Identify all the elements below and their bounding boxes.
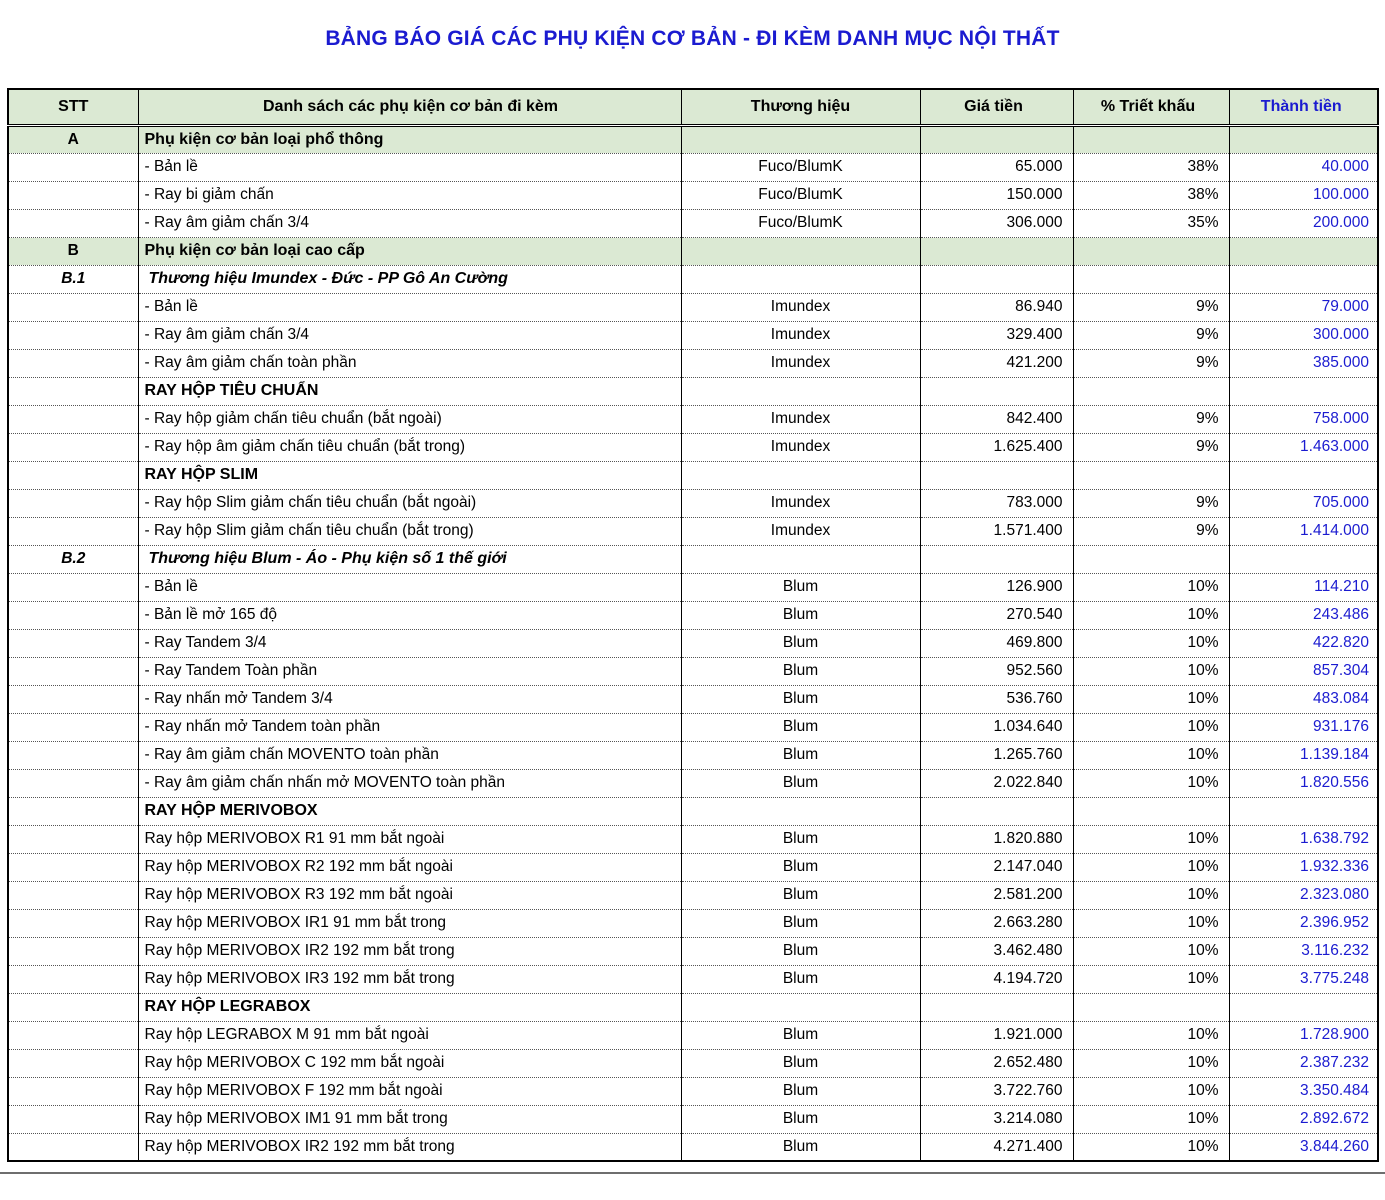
cell-discount: 10% (1073, 629, 1229, 657)
cell-total (1229, 797, 1378, 825)
cell-price (920, 545, 1073, 573)
cell-price: 329.400 (920, 321, 1073, 349)
cell-discount (1073, 797, 1229, 825)
cell-total: 40.000 (1229, 153, 1378, 181)
table-row (8, 601, 1378, 629)
cell-brand: Imundex (681, 349, 920, 377)
cell-total: 758.000 (1229, 405, 1378, 433)
cell-price: 4.271.400 (920, 1133, 1073, 1161)
cell-discount: 10% (1073, 1105, 1229, 1133)
cell-name: - Ray nhấn mở Tandem toàn phần (138, 713, 681, 741)
cell-price: 1.571.400 (920, 517, 1073, 545)
cell-brand: Imundex (681, 293, 920, 321)
table-row (8, 685, 1378, 713)
cell-total: 3.775.248 (1229, 965, 1378, 993)
cell-stt (8, 797, 138, 825)
cell-stt (8, 1105, 138, 1133)
column-header-brand: Thương hiệu (681, 89, 920, 125)
cell-total (1229, 377, 1378, 405)
cell-discount: 10% (1073, 1133, 1229, 1161)
cell-name: - Bản lề (138, 573, 681, 601)
cell-discount: 9% (1073, 293, 1229, 321)
table-row (8, 573, 1378, 601)
cell-total: 2.892.672 (1229, 1105, 1378, 1133)
table-row (8, 125, 1378, 153)
cell-total: 2.323.080 (1229, 881, 1378, 909)
cell-discount (1073, 377, 1229, 405)
table-row (8, 713, 1378, 741)
table-row (8, 265, 1378, 293)
cell-name: - Ray âm giảm chấn 3/4 (138, 209, 681, 237)
cell-name: Thương hiệu Imundex - Đức - PP Gô An Cường (138, 265, 681, 293)
table-row (8, 517, 1378, 545)
cell-total: 705.000 (1229, 489, 1378, 517)
cell-discount: 10% (1073, 1049, 1229, 1077)
price-table (7, 88, 1379, 1162)
cell-stt (8, 573, 138, 601)
table-row (8, 881, 1378, 909)
table-row (8, 937, 1378, 965)
cell-total: 300.000 (1229, 321, 1378, 349)
column-header-total: Thành tiền (1229, 89, 1378, 125)
cell-stt (8, 517, 138, 545)
cell-price: 1.921.000 (920, 1021, 1073, 1049)
cell-price: 306.000 (920, 209, 1073, 237)
cell-name: - Bản lề mở 165 độ (138, 601, 681, 629)
cell-stt (8, 489, 138, 517)
cell-discount (1073, 545, 1229, 573)
cell-stt (8, 321, 138, 349)
cell-name: RAY HỘP LEGRABOX (138, 993, 681, 1021)
cell-discount: 38% (1073, 181, 1229, 209)
cell-price (920, 797, 1073, 825)
table-row (8, 853, 1378, 881)
cell-name: - Ray Tandem 3/4 (138, 629, 681, 657)
cell-total (1229, 265, 1378, 293)
table-row (8, 293, 1378, 321)
cell-name: - Ray Tandem Toàn phần (138, 657, 681, 685)
page-title: BẢNG BÁO GIÁ CÁC PHỤ KIỆN CƠ BẢN - ĐI KÈM DANH MỤC NỘI THẤT (325, 27, 1060, 50)
cell-brand: Imundex (681, 321, 920, 349)
cell-stt: B.1 (8, 265, 138, 293)
cell-discount: 10% (1073, 965, 1229, 993)
cell-price (920, 461, 1073, 489)
cell-total (1229, 993, 1378, 1021)
table-row (8, 741, 1378, 769)
cell-discount: 10% (1073, 881, 1229, 909)
cell-brand: Blum (681, 1077, 920, 1105)
table-row (8, 153, 1378, 181)
cell-brand: Imundex (681, 405, 920, 433)
cell-name: - Ray hộp Slim giảm chấn tiêu chuẩn (bắt ngoài) (138, 489, 681, 517)
cell-discount (1073, 265, 1229, 293)
cell-total: 3.350.484 (1229, 1077, 1378, 1105)
table-header (8, 89, 1378, 125)
cell-stt (8, 685, 138, 713)
cell-discount: 10% (1073, 909, 1229, 937)
cell-name: - Bản lề (138, 153, 681, 181)
cell-total: 2.396.952 (1229, 909, 1378, 937)
cell-total: 1.414.000 (1229, 517, 1378, 545)
table-row (8, 489, 1378, 517)
cell-stt (8, 1049, 138, 1077)
cell-brand: Blum (681, 769, 920, 797)
cell-discount: 9% (1073, 433, 1229, 461)
table-row (8, 405, 1378, 433)
cell-total: 931.176 (1229, 713, 1378, 741)
cell-discount: 10% (1073, 573, 1229, 601)
cell-brand: Blum (681, 713, 920, 741)
column-header-discount: % Triết khấu (1073, 89, 1229, 125)
cell-brand (681, 461, 920, 489)
cell-brand: Blum (681, 685, 920, 713)
cell-stt: A (8, 125, 138, 153)
cell-discount (1073, 125, 1229, 153)
cell-price: 2.652.480 (920, 1049, 1073, 1077)
cell-stt (8, 1077, 138, 1105)
cell-total (1229, 237, 1378, 265)
cell-discount: 9% (1073, 405, 1229, 433)
cell-price: 469.800 (920, 629, 1073, 657)
cell-price: 150.000 (920, 181, 1073, 209)
cell-price: 2.147.040 (920, 853, 1073, 881)
cell-brand: Blum (681, 825, 920, 853)
cell-total: 1.820.556 (1229, 769, 1378, 797)
cell-price: 2.022.840 (920, 769, 1073, 797)
cell-brand: Blum (681, 573, 920, 601)
cell-name: - Ray âm giảm chấn MOVENTO toàn phần (138, 741, 681, 769)
cell-name: - Ray âm giảm chấn toàn phần (138, 349, 681, 377)
cell-stt (8, 153, 138, 181)
cell-discount: 10% (1073, 769, 1229, 797)
cell-brand: Blum (681, 853, 920, 881)
cell-brand (681, 797, 920, 825)
cell-brand (681, 237, 920, 265)
cell-brand: Imundex (681, 517, 920, 545)
cell-total: 100.000 (1229, 181, 1378, 209)
cell-discount: 35% (1073, 209, 1229, 237)
cell-stt (8, 629, 138, 657)
cell-price: 270.540 (920, 601, 1073, 629)
cell-total: 200.000 (1229, 209, 1378, 237)
column-header-stt: STT (8, 89, 138, 125)
cell-total (1229, 461, 1378, 489)
cell-price (920, 237, 1073, 265)
cell-name: RAY HỘP SLIM (138, 461, 681, 489)
table-row (8, 377, 1378, 405)
cell-name: - Ray nhấn mở Tandem 3/4 (138, 685, 681, 713)
cell-discount: 10% (1073, 741, 1229, 769)
cell-price: 2.663.280 (920, 909, 1073, 937)
cell-stt (8, 965, 138, 993)
cell-discount: 10% (1073, 1021, 1229, 1049)
cell-brand: Blum (681, 741, 920, 769)
cell-discount: 10% (1073, 601, 1229, 629)
cell-price: 126.900 (920, 573, 1073, 601)
cell-price (920, 993, 1073, 1021)
cell-brand: Fuco/BlumK (681, 153, 920, 181)
cell-stt (8, 405, 138, 433)
cell-stt (8, 461, 138, 489)
cell-total: 1.728.900 (1229, 1021, 1378, 1049)
cell-stt (8, 741, 138, 769)
cell-price: 4.194.720 (920, 965, 1073, 993)
cell-discount (1073, 461, 1229, 489)
cell-price: 1.034.640 (920, 713, 1073, 741)
table-row (8, 461, 1378, 489)
cell-price: 1.265.760 (920, 741, 1073, 769)
cell-name: Phụ kiện cơ bản loại cao cấp (138, 237, 681, 265)
cell-brand: Blum (681, 1133, 920, 1161)
table-row (8, 1021, 1378, 1049)
cell-name: Ray hộp MERIVOBOX IR2 192 mm bắt trong (138, 1133, 681, 1161)
table-row (8, 433, 1378, 461)
cell-discount: 9% (1073, 517, 1229, 545)
cell-brand (681, 545, 920, 573)
cell-stt (8, 1133, 138, 1161)
cell-stt (8, 1021, 138, 1049)
column-header-price: Giá tiền (920, 89, 1073, 125)
cell-brand (681, 993, 920, 1021)
cell-brand: Blum (681, 629, 920, 657)
cell-stt (8, 825, 138, 853)
cell-name: - Ray âm giảm chấn nhấn mở MOVENTO toàn phần (138, 769, 681, 797)
cell-stt (8, 993, 138, 1021)
table-row (8, 629, 1378, 657)
cell-stt (8, 293, 138, 321)
table-row (8, 909, 1378, 937)
table-row (8, 797, 1378, 825)
cell-brand (681, 125, 920, 153)
cell-name: Ray hộp MERIVOBOX R1 91 mm bắt ngoài (138, 825, 681, 853)
cell-brand: Blum (681, 1021, 920, 1049)
cell-brand: Fuco/BlumK (681, 181, 920, 209)
cell-total: 1.139.184 (1229, 741, 1378, 769)
cell-discount: 10% (1073, 825, 1229, 853)
cell-name: Ray hộp MERIVOBOX F 192 mm bắt ngoài (138, 1077, 681, 1105)
bottom-divider-line (0, 1172, 1385, 1174)
table-row (8, 321, 1378, 349)
cell-total: 857.304 (1229, 657, 1378, 685)
cell-discount: 10% (1073, 657, 1229, 685)
cell-price: 842.400 (920, 405, 1073, 433)
cell-brand: Blum (681, 1049, 920, 1077)
cell-price: 1.625.400 (920, 433, 1073, 461)
cell-stt (8, 349, 138, 377)
cell-stt (8, 657, 138, 685)
cell-discount: 10% (1073, 937, 1229, 965)
cell-discount: 9% (1073, 489, 1229, 517)
cell-name: Ray hộp MERIVOBOX IM1 91 mm bắt trong (138, 1105, 681, 1133)
cell-stt (8, 433, 138, 461)
cell-price: 3.462.480 (920, 937, 1073, 965)
cell-total: 2.387.232 (1229, 1049, 1378, 1077)
cell-brand: Blum (681, 601, 920, 629)
table-header-row (8, 89, 1378, 125)
cell-name: Ray hộp LEGRABOX M 91 mm bắt ngoài (138, 1021, 681, 1049)
cell-discount (1073, 993, 1229, 1021)
cell-name: RAY HỘP MERIVOBOX (138, 797, 681, 825)
cell-brand: Blum (681, 909, 920, 937)
cell-total: 1.932.336 (1229, 853, 1378, 881)
cell-discount: 38% (1073, 153, 1229, 181)
cell-brand: Imundex (681, 433, 920, 461)
cell-discount: 9% (1073, 349, 1229, 377)
table-row (8, 1105, 1378, 1133)
cell-stt (8, 769, 138, 797)
cell-price: 783.000 (920, 489, 1073, 517)
cell-discount: 10% (1073, 685, 1229, 713)
table-row (8, 657, 1378, 685)
table-row (8, 545, 1378, 573)
cell-stt (8, 853, 138, 881)
table-row (8, 965, 1378, 993)
table-row (8, 993, 1378, 1021)
cell-name: Phụ kiện cơ bản loại phổ thông (138, 125, 681, 153)
cell-discount: 9% (1073, 321, 1229, 349)
table-row (8, 237, 1378, 265)
cell-total (1229, 545, 1378, 573)
cell-name: Ray hộp MERIVOBOX R2 192 mm bắt ngoài (138, 853, 681, 881)
table-row (8, 209, 1378, 237)
cell-brand: Blum (681, 937, 920, 965)
cell-name: Ray hộp MERIVOBOX IR1 91 mm bắt trong (138, 909, 681, 937)
cell-brand: Fuco/BlumK (681, 209, 920, 237)
cell-price: 3.722.760 (920, 1077, 1073, 1105)
table-row (8, 1077, 1378, 1105)
cell-total: 79.000 (1229, 293, 1378, 321)
table-row (8, 825, 1378, 853)
cell-stt (8, 377, 138, 405)
cell-name: - Ray bi giảm chấn (138, 181, 681, 209)
cell-total: 422.820 (1229, 629, 1378, 657)
cell-name: Ray hộp MERIVOBOX R3 192 mm bắt ngoài (138, 881, 681, 909)
cell-brand: Blum (681, 1105, 920, 1133)
cell-price: 2.581.200 (920, 881, 1073, 909)
cell-total: 114.210 (1229, 573, 1378, 601)
cell-name: Thương hiệu Blum - Áo - Phụ kiện số 1 thế giới (138, 545, 681, 573)
cell-stt (8, 909, 138, 937)
cell-price: 3.214.080 (920, 1105, 1073, 1133)
cell-stt (8, 881, 138, 909)
cell-name: - Ray âm giảm chấn 3/4 (138, 321, 681, 349)
table-row (8, 181, 1378, 209)
cell-brand: Blum (681, 965, 920, 993)
cell-discount: 10% (1073, 713, 1229, 741)
cell-total (1229, 125, 1378, 153)
cell-total: 1.638.792 (1229, 825, 1378, 853)
cell-stt: B.2 (8, 545, 138, 573)
cell-total: 243.486 (1229, 601, 1378, 629)
cell-price: 536.760 (920, 685, 1073, 713)
cell-total: 1.463.000 (1229, 433, 1378, 461)
cell-brand: Blum (681, 881, 920, 909)
table-body (8, 125, 1378, 1161)
table-row (8, 1133, 1378, 1161)
cell-discount (1073, 237, 1229, 265)
cell-price (920, 377, 1073, 405)
cell-total: 483.084 (1229, 685, 1378, 713)
cell-stt (8, 713, 138, 741)
cell-name: Ray hộp MERIVOBOX IR2 192 mm bắt trong (138, 937, 681, 965)
table-row (8, 1049, 1378, 1077)
table-row (8, 349, 1378, 377)
cell-price (920, 265, 1073, 293)
cell-name: - Bản lề (138, 293, 681, 321)
cell-brand: Blum (681, 657, 920, 685)
cell-total: 385.000 (1229, 349, 1378, 377)
cell-stt (8, 209, 138, 237)
cell-name: - Ray hộp âm giảm chấn tiêu chuẩn (bắt trong) (138, 433, 681, 461)
cell-discount: 10% (1073, 1077, 1229, 1105)
cell-price: 86.940 (920, 293, 1073, 321)
cell-name: Ray hộp MERIVOBOX C 192 mm bắt ngoài (138, 1049, 681, 1077)
cell-price: 421.200 (920, 349, 1073, 377)
cell-discount: 10% (1073, 853, 1229, 881)
cell-brand: Imundex (681, 489, 920, 517)
column-header-name: Danh sách các phụ kiện cơ bản đi kèm (138, 89, 681, 125)
cell-brand (681, 265, 920, 293)
table-row (8, 769, 1378, 797)
cell-stt (8, 601, 138, 629)
cell-total: 3.116.232 (1229, 937, 1378, 965)
cell-name: RAY HỘP TIÊU CHUẨN (138, 377, 681, 405)
cell-stt (8, 181, 138, 209)
cell-brand (681, 377, 920, 405)
cell-price: 952.560 (920, 657, 1073, 685)
cell-name: Ray hộp MERIVOBOX IR3 192 mm bắt trong (138, 965, 681, 993)
cell-price: 1.820.880 (920, 825, 1073, 853)
cell-price: 65.000 (920, 153, 1073, 181)
cell-name: - Ray hộp giảm chấn tiêu chuẩn (bắt ngoài) (138, 405, 681, 433)
cell-price (920, 125, 1073, 153)
cell-total: 3.844.260 (1229, 1133, 1378, 1161)
cell-stt: B (8, 237, 138, 265)
cell-stt (8, 937, 138, 965)
cell-name: - Ray hộp Slim giảm chấn tiêu chuẩn (bắt trong) (138, 517, 681, 545)
